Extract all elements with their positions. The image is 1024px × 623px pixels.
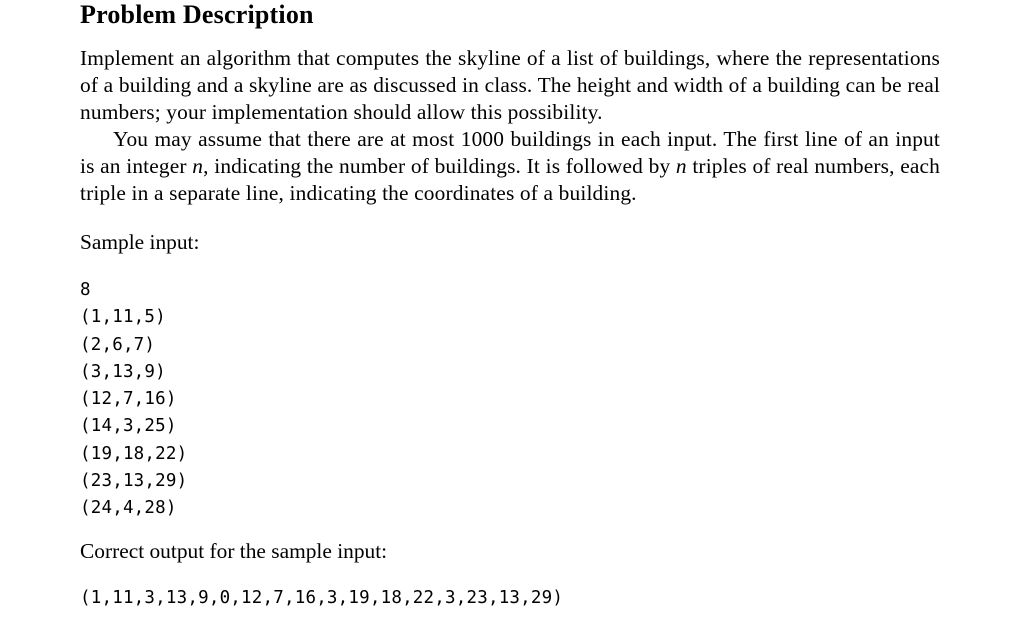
sample-input-label: Sample input:: [80, 230, 200, 254]
math-variable-n: n: [675, 154, 687, 178]
code-line: (19,18,22): [80, 443, 188, 464]
code-line: (1,11,5): [80, 307, 166, 328]
code-line: 8: [80, 280, 91, 300]
sample-output-code: (1,11,3,13,9,0,12,7,16,3,19,18,22,3,23,13,29): [80, 588, 564, 608]
paragraph-text-part: You may assume that there are at most 1000 buildings in each input. The first line of an input is an integer: [80, 127, 940, 178]
paragraph-text-part: , indicating the number of buildings. It is followed by: [203, 154, 676, 178]
sample-output-label: Correct output for the sample input:: [80, 539, 388, 563]
paragraph-problem-statement: [80, 45, 940, 126]
paragraph-text: Implement an algorithm that computes the skyline of a list of buildings, where the representations of a building and a skyline are as discussed in class. The height and width of a building can be real numbers; your implementation should allow this possibility.: [80, 46, 940, 124]
code-line: (3,13,9): [80, 361, 166, 382]
paragraph-text-part: triples of real numbers, each triple in a separate line, indicating the coordinates of a building.: [80, 154, 940, 205]
code-line: (2,6,7): [80, 334, 156, 355]
code-line: (14,3,25): [80, 416, 177, 437]
page-title: Problem Description: [80, 0, 314, 29]
math-variable-n: n: [192, 154, 204, 178]
sample-input-code-block: [80, 277, 187, 523]
paragraph-input-format: [80, 126, 940, 207]
code-line: (24,4,28): [80, 498, 177, 519]
code-line: (23,13,29): [80, 471, 188, 492]
code-line: (12,7,16): [80, 389, 177, 410]
